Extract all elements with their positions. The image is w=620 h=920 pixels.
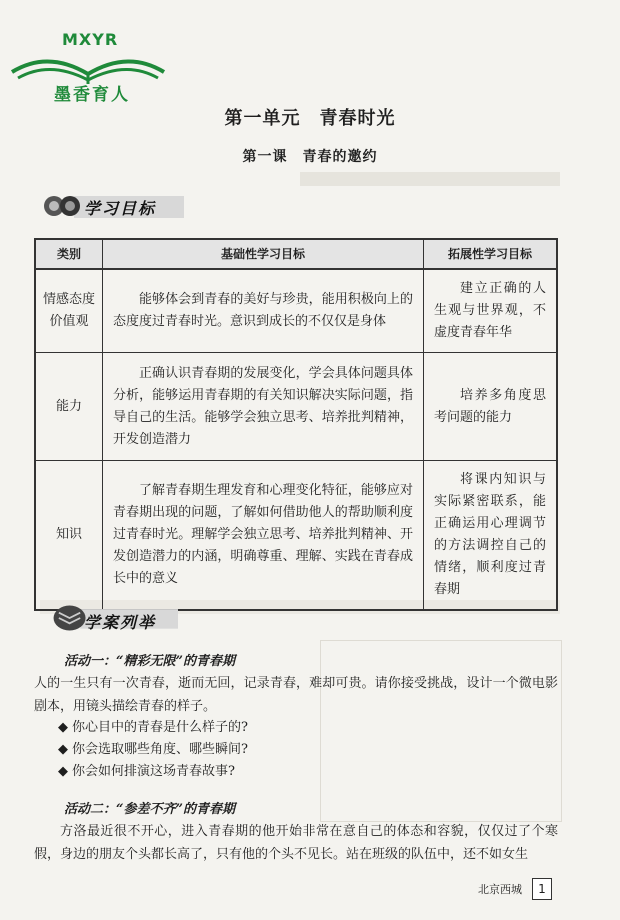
goals-table xyxy=(34,238,558,611)
activity1-title: 活动一：“精彩无限”的青春期 xyxy=(64,654,235,669)
row-basic-goal: 了解青春期生理发育和心理变化特征，能够应对青春期出现的问题，了解如何借助他人的帮助顺利度过青春时光。理解学会独立思考、培养批判精神、开发创造潜力的内涵，明确尊重、理解、实践在青春成长中的意义 xyxy=(103,461,424,611)
header-category: 类别 xyxy=(35,239,103,269)
header-basic: 基础性学习目标 xyxy=(103,239,424,269)
activity2-intro: 方洛最近很不开心，进入青春期的他开始非常在意自己的体态和容貌，仅仅过了个寒假，身边的朋友个头都长高了，只有他的个头不见长。站在班级的队伍中，还不如女生 xyxy=(34,824,558,862)
unit-title: 第一单元 青春时光 xyxy=(224,108,396,129)
row-category: 情感态度价值观 xyxy=(35,269,103,353)
section-goals-title: 学习目标 xyxy=(84,199,157,218)
row-category: 能力 xyxy=(35,353,103,461)
list-item: ◆ 你心目中的青春是什么样子的? xyxy=(58,720,248,735)
diamond-bullet-icon: ◆ xyxy=(58,764,68,779)
activity2-title: 活动二：“参差不齐”的青春期 xyxy=(64,802,235,817)
header-extended: 拓展性学习目标 xyxy=(424,239,558,269)
footer-publisher: 北京西城 xyxy=(478,883,522,896)
table-row xyxy=(35,353,557,461)
activity1-intro: 人的一生只有一次青春，逝而无回，记录青春，难却可贵。请你接受挑战，设计一个微电影剧本，用镜头描绘青春的样子。 xyxy=(34,676,558,714)
list-item: ◆ 你会如何排演这场青春故事? xyxy=(58,764,235,779)
lesson-title: 第一课 青春的邀约 xyxy=(242,149,378,165)
logo-brand: MXYR xyxy=(62,30,119,49)
diamond-bullet-icon: ◆ xyxy=(58,720,68,735)
row-category: 知识 xyxy=(35,461,103,611)
table-row xyxy=(35,461,557,611)
row-basic-goal: 能够体会到青春的美好与珍贵，能用积极向上的态度度过青春时光。意识到成长的不仅仅是身体 xyxy=(103,269,424,353)
list-item: ◆ 你会选取哪些角度、哪些瞬间? xyxy=(58,742,248,757)
row-extended-goal: 培养多角度思考问题的能力 xyxy=(424,353,558,461)
row-extended-goal: 建立正确的人生观与世界观，不虚度青春年华 xyxy=(424,269,558,353)
logo-name: 墨香育人 xyxy=(54,85,130,105)
diamond-bullet-icon: ◆ xyxy=(58,742,68,757)
row-extended-goal: 将课内知识与实际紧密联系，能正确运用心理调节的方法调控自己的情绪，顺利度过青春期 xyxy=(424,461,558,611)
goals-table-header-row xyxy=(35,239,557,269)
row-basic-goal: 正确认识青春期的发展变化，学会具体问题具体分析，能够运用青春期的有关知识解决实际问题，指导自己的生活。能够学会独立思考、培养批判精神，开发创造潜力 xyxy=(103,353,424,461)
table-row xyxy=(35,269,557,353)
section-cases-title: 学案列举 xyxy=(84,613,157,632)
page-number: 1 xyxy=(532,878,552,900)
